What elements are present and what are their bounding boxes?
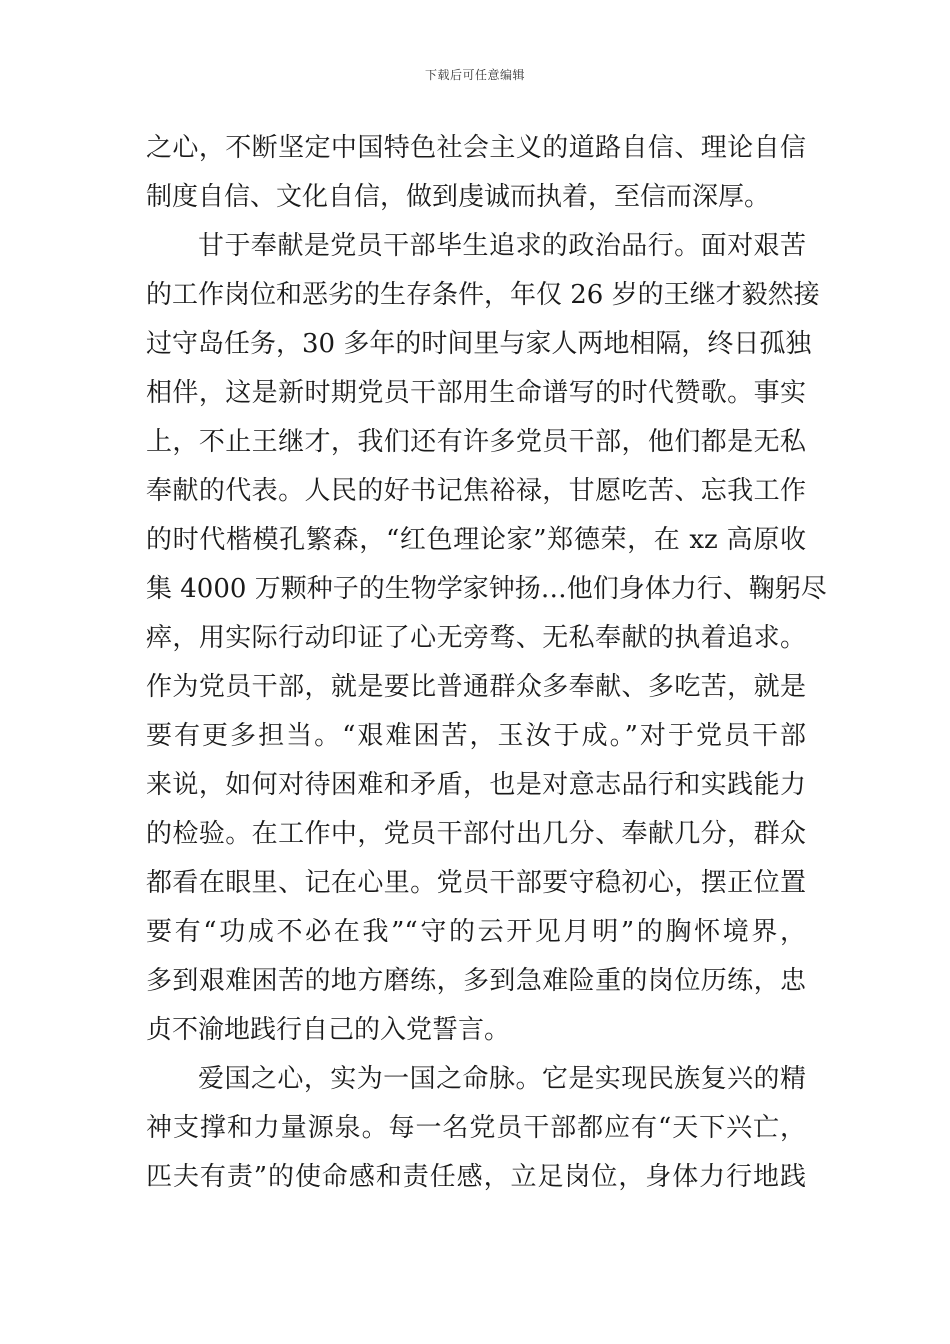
text-line: 要有更多担当。“艰难困苦，玉汝于成。”对于党员干部 [146, 721, 806, 751]
paragraph-first-line: 甘于奉献是党员干部毕生追求的政治品行。面对艰苦 [198, 231, 806, 261]
text-line: 之心，不断坚定中国特色社会主义的道路自信、理论自信 [146, 133, 806, 163]
paragraph-first-line: 爱国之心，实为一国之命脉。它是实现民族复兴的精 [198, 1064, 806, 1094]
text-line: 的检验。在工作中，党员干部付出几分、奉献几分，群众 [146, 819, 806, 849]
text-line: 奉献的代表。人民的好书记焦裕禄，甘愿吃苦、忘我工作 [146, 476, 806, 506]
page-header: 下载后可任意编辑 [424, 68, 525, 82]
text-line: 来说，如何对待困难和矛盾，也是对意志品行和实践能力 [146, 770, 806, 800]
text-line: 集 4000 万颗种子的生物学家钟扬…他们身体力行、鞠躬尽 [146, 574, 827, 604]
text-line: 多到艰难困苦的地方磨练，多到急难险重的岗位历练，忠 [146, 966, 806, 996]
text-line: 的时代楷模孔繁森，“红色理论家”郑德荣，在 xz 高原收 [146, 525, 806, 555]
text-line: 神支撑和力量源泉。每一名党员干部都应有“天下兴亡， [146, 1113, 806, 1143]
text-line: 作为党员干部，就是要比普通群众多奉献、多吃苦，就是 [146, 672, 806, 702]
document-body [146, 124, 827, 1202]
text-line: 上，不止王继才，我们还有许多党员干部，他们都是无私 [146, 427, 806, 457]
text-line: 都看在眼里、记在心里。党员干部要守稳初心，摆正位置 [146, 868, 806, 898]
text-line: 要有“功成不必在我”“守的云开见月明”的胸怀境界， [146, 917, 806, 947]
text-line: 相伴，这是新时期党员干部用生命谱写的时代赞歌。事实 [146, 378, 806, 408]
text-line: 贞不渝地践行自己的入党誓言。 [146, 1015, 511, 1045]
text-line: 制度自信、文化自信，做到虔诚而执着，至信而深厚。 [146, 182, 771, 212]
text-line: 瘁，用实际行动印证了心无旁骛、无私奉献的执着追求。 [146, 623, 806, 653]
text-line: 匹夫有责”的使命感和责任感，立足岗位，身体力行地践 [146, 1162, 806, 1192]
text-line: 过守岛任务，30 多年的时间里与家人两地相隔，终日孤独 [146, 329, 812, 359]
text-line: 的工作岗位和恶劣的生存条件，年仅 26 岁的王继才毅然接 [146, 280, 820, 310]
